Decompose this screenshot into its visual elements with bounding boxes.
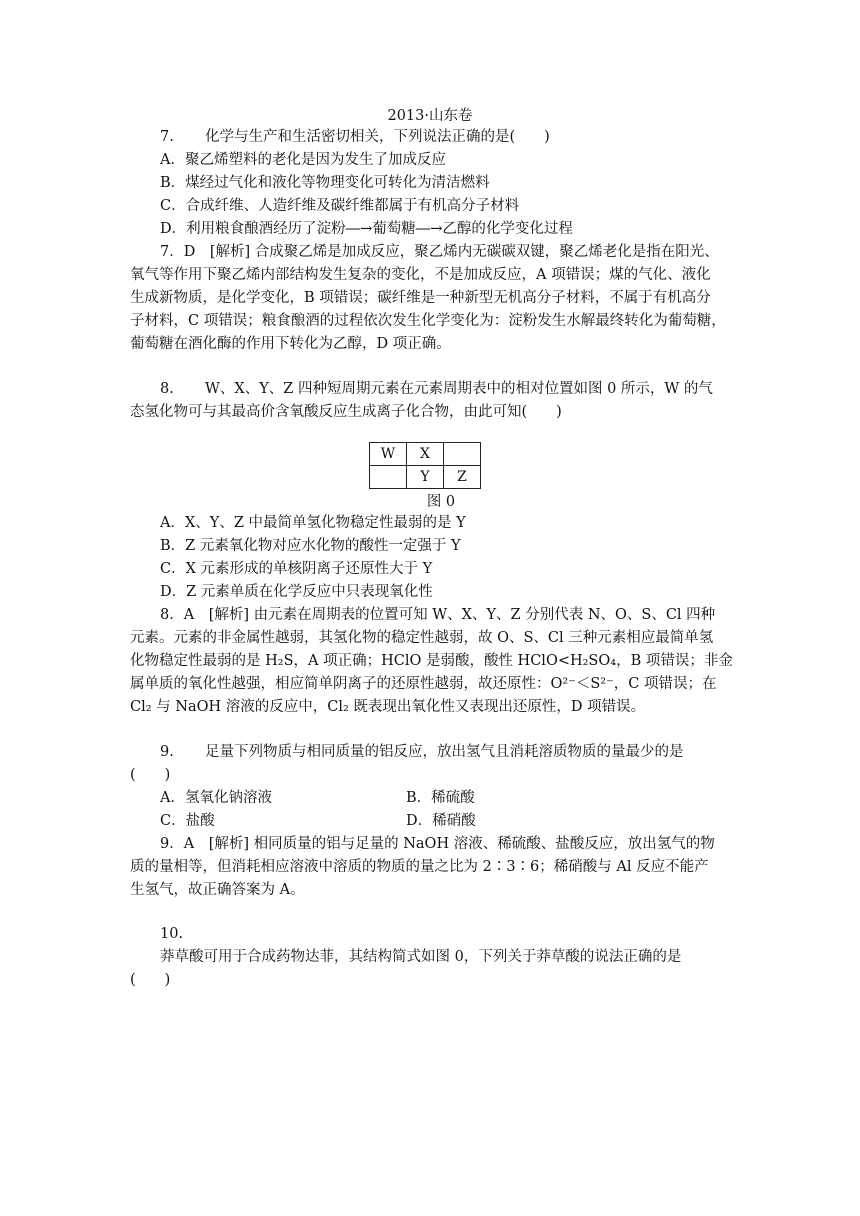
- page-title: 2013·山东卷: [387, 108, 473, 124]
- table-row: [370, 466, 481, 489]
- question-10-stem-cont: ( ): [130, 972, 171, 988]
- question-7-option-c: C．合成纤维、人造纤维及碳纤维都属于有机高分子材料: [160, 198, 520, 214]
- answer-8-line: 属单质的氧化性越强，相应简单阴离子的还原性越弱，故还原性：O²⁻＜S²⁻，C 项错误；在: [130, 676, 717, 692]
- question-9-text: 足量下列物质与相同质量的铝反应，放出氢气且消耗溶质物质的量最少的是: [205, 744, 684, 760]
- answer-9-line: 生氢气，故正确答案为 A。: [130, 882, 305, 898]
- table-cell: W: [370, 443, 407, 466]
- question-9-stem: [160, 741, 760, 763]
- question-9-option-a: A．氢氧化钠溶液: [160, 790, 272, 806]
- answer-8-line: 元素。元素的非金属性越弱，其氢化物的稳定性越弱，故 O、S、Cl 三种元素相应最简单氢: [130, 630, 714, 646]
- question-8-number: 8.: [160, 381, 174, 397]
- answer-7-line: 生成新物质，是化学变化，B 项错误；碳纤维是一种新型无机高分子材料，不属于有机高分: [130, 290, 711, 306]
- question-9-stem-cont: ( ): [130, 767, 171, 783]
- answer-8-line: 8．A [解析] 由元素在周期表的位置可知 W、X、Y、Z 分别代表 N、O、S、Cl 四种: [160, 607, 716, 623]
- question-8-stem-cont: 态氢化物可与其最高价含氧酸反应生成离子化合物，由此可知( ): [130, 404, 562, 420]
- table-row: [370, 443, 481, 466]
- table-cell: Y: [407, 466, 444, 489]
- answer-7-line: 氧气等作用下聚乙烯内部结构发生复杂的变化，不是加成反应，A 项错误；煤的气化、液化: [130, 267, 711, 283]
- question-8-option-a: A．X、Y、Z 中最简单氢化物稳定性最弱的是 Y: [160, 515, 466, 531]
- question-7-option-d: D．利用粮食酿酒经历了淀粉―→葡萄糖―→乙醇的化学变化过程: [160, 221, 573, 237]
- answer-8-line: Cl₂ 与 NaOH 溶液的反应中，Cl₂ 既表现出氧化性又表现出还原性，D 项错误。: [130, 699, 646, 715]
- answer-7-line: 葡萄糖在酒化酶的作用下转化为乙醇，D 项正确。: [130, 336, 451, 352]
- question-7-stem: [160, 126, 760, 148]
- table-cell: Z: [444, 466, 481, 489]
- answer-9-line: 质的量相等，但消耗相应溶液中溶质的物质的量之比为 2∶3∶6；稀硝酸与 Al 反应不能产: [130, 859, 709, 875]
- answer-7-line: 子材料，C 项错误；粮食酿酒的过程依次发生化学变化为：淀粉发生水解最终转化为葡萄糖，: [130, 313, 726, 329]
- answer-8-line: 化物稳定性最弱的是 H₂S，A 项正确；HClO 是弱酸，酸性 HClO<H₂SO₄，B 项错误；非金: [130, 653, 733, 669]
- question-9-number: 9.: [160, 744, 174, 760]
- question-8-option-d: D．Z 元素单质在化学反应中只表现氧化性: [160, 584, 433, 600]
- table-cell: X: [407, 443, 444, 466]
- question-9-option-d: D．稀硝酸: [406, 813, 476, 829]
- answer-9-line: 9．A [解析] 相同质量的铝与足量的 NaOH 溶液、稀硫酸、盐酸反应，放出氢气的物: [160, 836, 715, 852]
- periodic-table-fragment: [369, 442, 481, 489]
- question-7-number: 7.: [160, 129, 174, 145]
- question-8-text: W、X、Y、Z 四种短周期元素在元素周期表中的相对位置如图 0 所示，W 的气: [205, 381, 713, 397]
- question-7-option-a: A．聚乙烯塑料的老化是因为发生了加成反应: [160, 152, 446, 168]
- figure-caption: 图 0: [426, 494, 456, 510]
- question-9-option-c: C．盐酸: [160, 813, 215, 829]
- question-7-text: 化学与生产和生活密切相关，下列说法正确的是( ): [205, 129, 550, 145]
- table-cell: [444, 443, 481, 466]
- question-8-option-c: C．X 元素形成的单核阴离子还原性大于 Y: [160, 561, 433, 577]
- question-10-stem: 莽草酸可用于合成药物达菲，其结构简式如图 0，下列关于莽草酸的说法正确的是: [160, 949, 682, 965]
- question-9-option-b: B．稀硫酸: [406, 790, 475, 806]
- question-7-option-b: B．煤经过气化和液化等物理变化可转化为清洁燃料: [160, 175, 490, 191]
- question-10-number: 10.: [160, 926, 184, 942]
- question-8-stem: [160, 378, 760, 400]
- question-8-option-b: B．Z 元素氧化物对应水化物的酸性一定强于 Y: [160, 538, 461, 554]
- table-cell: [370, 466, 407, 489]
- answer-7-line: 7．D [解析] 合成聚乙烯是加成反应，聚乙烯内无碳碳双键，聚乙烯老化是指在阳光、: [160, 244, 719, 260]
